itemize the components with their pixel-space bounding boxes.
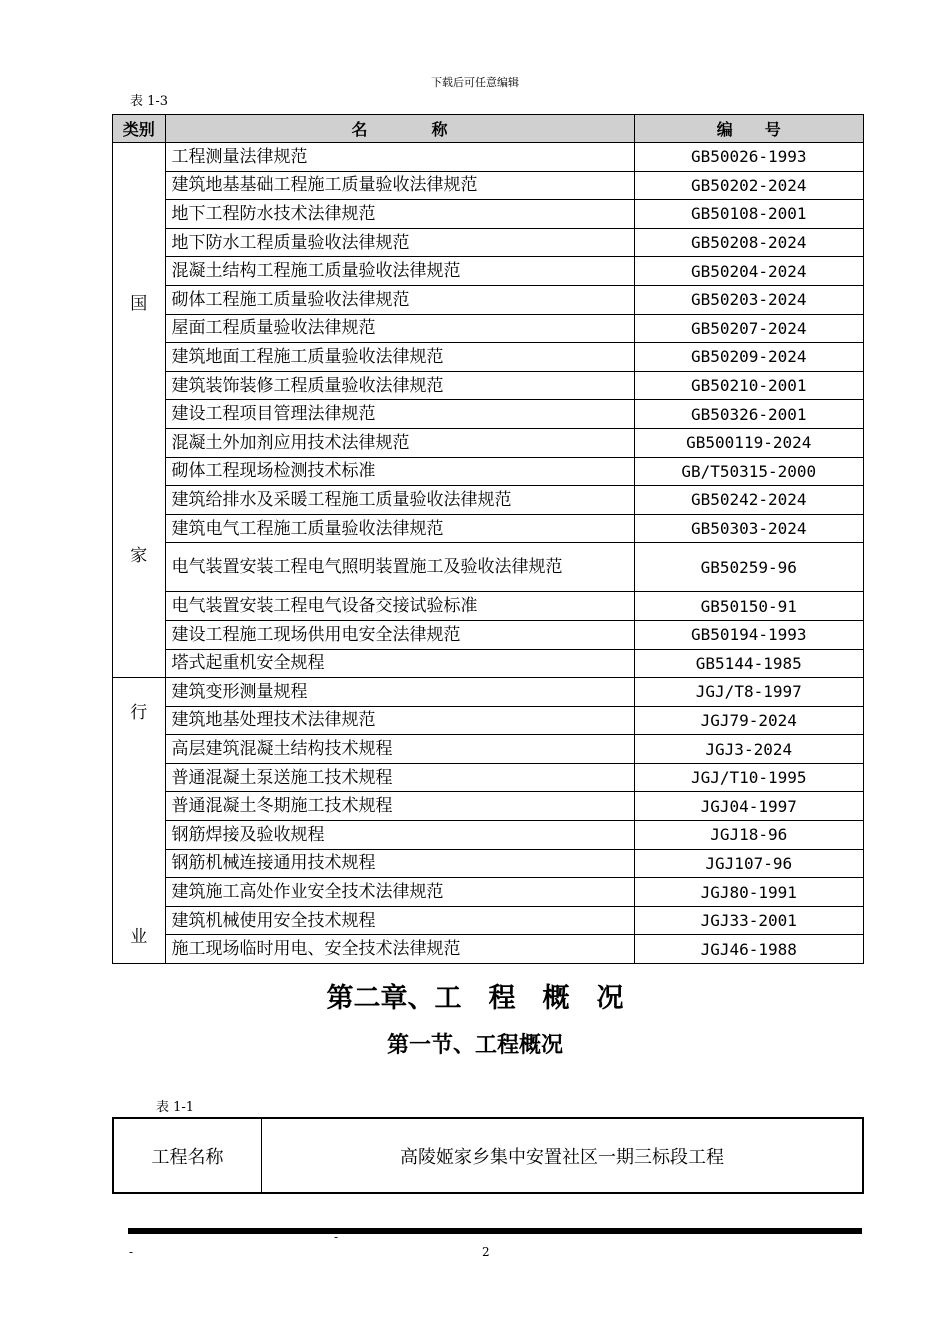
standard-name: 钢筋机械连接通用技术规程 xyxy=(165,849,634,878)
project-name-label: 工程名称 xyxy=(113,1118,262,1193)
table-row xyxy=(113,763,864,792)
standard-code: GB50204-2024 xyxy=(634,257,863,286)
standard-name: 普通混凝土冬期施工技术规程 xyxy=(165,792,634,821)
standard-name: 建筑地面工程施工质量验收法律规范 xyxy=(165,343,634,372)
table-row xyxy=(113,620,864,649)
standard-code: GB50242-2024 xyxy=(634,486,863,515)
standards-table xyxy=(112,114,864,964)
table-row xyxy=(113,706,864,735)
table-row xyxy=(113,343,864,372)
header-category: 类别 xyxy=(113,115,166,143)
project-name-value: 高陵姬家乡集中安置社区一期三标段工程 xyxy=(262,1118,864,1193)
standard-code: GB50150-91 xyxy=(634,592,863,621)
standard-code: GB50194-1993 xyxy=(634,620,863,649)
standard-name: 建筑装饰装修工程质量验收法律规范 xyxy=(165,371,634,400)
standard-name: 施工现场临时用电、安全技术法律规范 xyxy=(165,935,634,964)
standard-code: GB/T50315-2000 xyxy=(634,457,863,486)
table-label-1-3: 表 1-3 xyxy=(130,94,169,109)
standard-name: 建筑地基处理技术法律规范 xyxy=(165,706,634,735)
table-row xyxy=(113,171,864,200)
table-row xyxy=(113,285,864,314)
table-row xyxy=(113,486,864,515)
standard-code: GB50259-96 xyxy=(634,543,863,592)
table-row xyxy=(113,228,864,257)
standard-code: JGJ107-96 xyxy=(634,849,863,878)
section-title: 第一节、工程概况 xyxy=(386,1033,563,1058)
table-row xyxy=(113,906,864,935)
standard-code: GB50207-2024 xyxy=(634,314,863,343)
standard-code: JGJ80-1991 xyxy=(634,878,863,907)
standard-name: 砌体工程现场检测技术标准 xyxy=(165,457,634,486)
standard-code: JGJ04-1997 xyxy=(634,792,863,821)
table-row xyxy=(113,849,864,878)
standard-code: GB50202-2024 xyxy=(634,171,863,200)
table-label-1-1: 表 1-1 xyxy=(156,1100,195,1115)
project-info-table xyxy=(112,1117,864,1194)
standard-name: 砌体工程施工质量验收法律规范 xyxy=(165,285,634,314)
standards-table-body xyxy=(113,143,864,964)
standard-name: 混凝土结构工程施工质量验收法律规范 xyxy=(165,257,634,286)
chapter-title: 第二章、工 程 概 况 xyxy=(326,983,624,1014)
standard-name: 建设工程项目管理法律规范 xyxy=(165,400,634,429)
footer-mid-mark: - xyxy=(334,1230,339,1244)
standard-name: 建筑机械使用安全技术规程 xyxy=(165,906,634,935)
standard-code: GB50209-2024 xyxy=(634,343,863,372)
standard-code: JGJ18-96 xyxy=(634,821,863,850)
table-row xyxy=(113,935,864,964)
standard-code: JGJ33-2001 xyxy=(634,906,863,935)
standard-name: 普通混凝土泵送施工技术规程 xyxy=(165,763,634,792)
standard-code: JGJ3-2024 xyxy=(634,735,863,764)
standard-code: GB50026-1993 xyxy=(634,143,863,172)
standard-code: GB50208-2024 xyxy=(634,228,863,257)
table-row xyxy=(113,143,864,172)
table-row xyxy=(113,200,864,229)
standard-name: 混凝土外加剂应用技术法律规范 xyxy=(165,428,634,457)
table-row xyxy=(113,314,864,343)
table-row xyxy=(113,649,864,678)
standard-name: 地下防水工程质量验收法律规范 xyxy=(165,228,634,257)
standard-name: 工程测量法律规范 xyxy=(165,143,634,172)
standard-name: 建筑地基基础工程施工质量验收法律规范 xyxy=(165,171,634,200)
table-row xyxy=(113,400,864,429)
table-row xyxy=(113,371,864,400)
standard-name: 塔式起重机安全规程 xyxy=(165,649,634,678)
category-char: 国 xyxy=(130,294,148,314)
table-row xyxy=(113,678,864,707)
table-row xyxy=(113,821,864,850)
category-industry-cell xyxy=(113,678,166,964)
standard-code: JGJ/T8-1997 xyxy=(634,678,863,707)
standard-code: GB500119-2024 xyxy=(634,428,863,457)
standard-code: JGJ79-2024 xyxy=(634,706,863,735)
category-char: 行 xyxy=(130,703,148,724)
table-row xyxy=(113,257,864,286)
standard-name: 电气装置安装工程电气照明装置施工及验收法律规范 xyxy=(165,543,634,592)
standard-name: 屋面工程质量验收法律规范 xyxy=(165,314,634,343)
standard-code: GB5144-1985 xyxy=(634,649,863,678)
table-row xyxy=(113,735,864,764)
header-name: 名 称 xyxy=(165,115,634,143)
footer-left-mark: - xyxy=(129,1245,134,1259)
category-national-cell xyxy=(113,143,166,678)
standard-name: 地下工程防水技术法律规范 xyxy=(165,200,634,229)
standard-code: GB50108-2001 xyxy=(634,200,863,229)
table-row xyxy=(113,792,864,821)
standard-code: GB50210-2001 xyxy=(634,371,863,400)
footer-rule xyxy=(128,1228,862,1234)
standard-code: GB50203-2024 xyxy=(634,285,863,314)
table-row xyxy=(113,543,864,592)
standard-name: 建设工程施工现场供用电安全法律规范 xyxy=(165,620,634,649)
table-row xyxy=(113,878,864,907)
table-row xyxy=(113,457,864,486)
category-char: 家 xyxy=(130,546,148,566)
table-row xyxy=(113,428,864,457)
standard-name: 建筑给排水及采暖工程施工质量验收法律规范 xyxy=(165,486,634,515)
standard-name: 建筑施工高处作业安全技术法律规范 xyxy=(165,878,634,907)
standard-code: JGJ/T10-1995 xyxy=(634,763,863,792)
header-code: 编 号 xyxy=(634,115,863,143)
standard-name: 建筑变形测量规程 xyxy=(165,678,634,707)
standard-name: 建筑电气工程施工质量验收法律规范 xyxy=(165,514,634,543)
standard-code: JGJ46-1988 xyxy=(634,935,863,964)
category-char: 业 xyxy=(130,927,148,948)
standard-code: GB50326-2001 xyxy=(634,400,863,429)
standard-name: 钢筋焊接及验收规程 xyxy=(165,821,634,850)
header-note: 下载后可任意编辑 xyxy=(431,76,519,89)
standard-name: 高层建筑混凝土结构技术规程 xyxy=(165,735,634,764)
table-row xyxy=(113,514,864,543)
table-row xyxy=(113,592,864,621)
page-number: 2 xyxy=(482,1245,490,1259)
standard-code: GB50303-2024 xyxy=(634,514,863,543)
standard-name: 电气装置安装工程电气设备交接试验标准 xyxy=(165,592,634,621)
